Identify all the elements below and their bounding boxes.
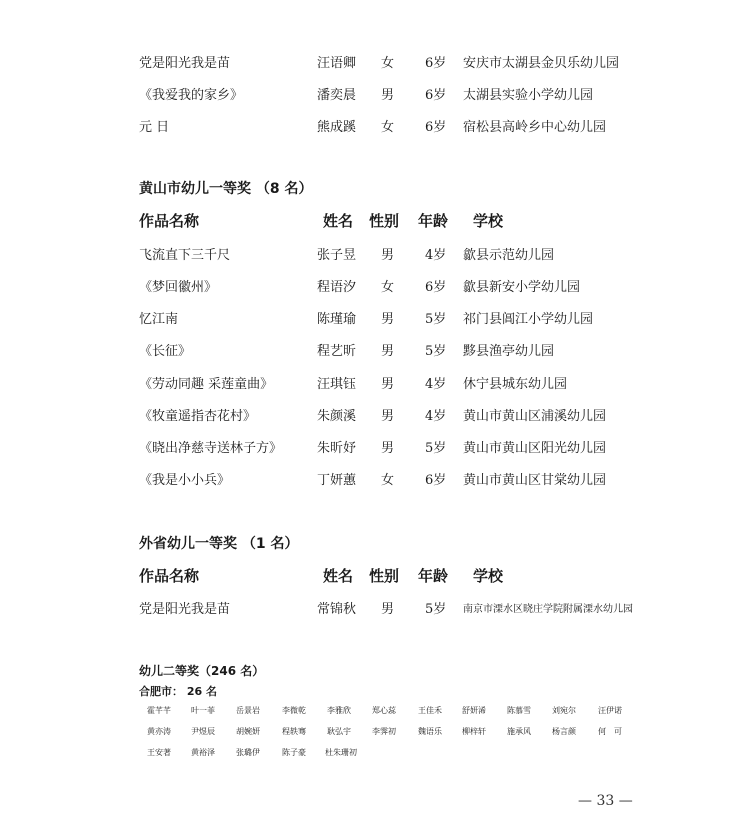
gender: 男 <box>381 409 395 424</box>
table-row <box>0 598 753 622</box>
table-row <box>0 437 753 461</box>
school: 太湖县实验小学幼儿园 <box>463 88 594 103</box>
gender: 女 <box>381 473 395 488</box>
age: 6岁 <box>425 473 447 488</box>
age: 5岁 <box>425 441 447 456</box>
gender: 男 <box>381 441 395 456</box>
school: 歙县示范幼儿园 <box>463 248 555 263</box>
list-item: 魏语乐 <box>418 727 442 736</box>
list-item: 黄裕泽 <box>191 748 215 757</box>
work-title: 忆江南 <box>139 312 179 327</box>
age: 6岁 <box>425 56 447 71</box>
student-name: 张子昱 <box>317 248 357 263</box>
gender: 女 <box>381 56 395 71</box>
student-name: 常锦秋 <box>317 602 357 617</box>
student-name: 陈瑾瑜 <box>317 312 357 327</box>
work-title: 《劳动同趣 采莲童曲》 <box>139 377 274 392</box>
table-header <box>0 565 753 589</box>
work-title: 党是阳光我是苗 <box>139 56 231 71</box>
list-item: 黄亦涛 <box>147 727 171 736</box>
header-age: 年龄 <box>418 567 449 585</box>
table-row <box>0 469 753 493</box>
table-row <box>0 84 753 108</box>
student-name: 朱颜溪 <box>317 409 357 424</box>
table-row <box>0 52 753 76</box>
school: 黄山市黄山区阳光幼儿园 <box>463 441 607 456</box>
list-item: 李微乾 <box>282 706 306 715</box>
list-item: 杨言颜 <box>552 727 576 736</box>
header-name: 姓名 <box>323 212 354 230</box>
list-item: 杜朱珊初 <box>325 748 357 757</box>
gender: 男 <box>381 312 395 327</box>
work-title: 《长征》 <box>139 344 192 359</box>
page-number: — 33 — <box>578 793 633 809</box>
header-age: 年龄 <box>418 212 449 230</box>
list-item: 张璐伊 <box>236 748 260 757</box>
list-item: 刘宛尔 <box>552 706 576 715</box>
student-name: 熊成蹊 <box>317 120 357 135</box>
list-item: 霍芊芊 <box>147 706 171 715</box>
gender: 男 <box>381 344 395 359</box>
table-row <box>0 308 753 332</box>
list-item: 岳景岩 <box>236 706 260 715</box>
student-name: 程艺昕 <box>317 344 357 359</box>
list-item: 耿弘宇 <box>327 727 351 736</box>
age: 4岁 <box>425 409 447 424</box>
list-item: 李雅欣 <box>327 706 351 715</box>
gender: 男 <box>381 377 395 392</box>
work-title: 飞流直下三千尺 <box>139 248 231 263</box>
age: 5岁 <box>425 344 447 359</box>
student-name: 朱昕妤 <box>317 441 357 456</box>
gender: 女 <box>381 120 395 135</box>
table-row <box>0 405 753 429</box>
work-title: 《我是小小兵》 <box>139 473 231 488</box>
list-item: 何 可 <box>598 727 622 736</box>
work-title: 党是阳光我是苗 <box>139 602 231 617</box>
table-row <box>0 340 753 364</box>
work-title: 《晓出净慈寺送林子方》 <box>139 441 283 456</box>
student-name: 潘奕晨 <box>317 88 357 103</box>
list-item: 郑心蕊 <box>372 706 396 715</box>
work-title: 《梦回徽州》 <box>139 280 218 295</box>
work-title: 《牧童遥指杏花村》 <box>139 409 257 424</box>
age: 6岁 <box>425 88 447 103</box>
student-name: 丁妍蕙 <box>317 473 357 488</box>
header-school: 学校 <box>473 212 504 230</box>
list-item: 李霁初 <box>372 727 396 736</box>
gender: 男 <box>381 88 395 103</box>
list-item: 柳梓轩 <box>462 727 486 736</box>
school: 歙县新安小学幼儿园 <box>463 280 581 295</box>
list-item: 叶一菲 <box>191 706 215 715</box>
list-item: 施承风 <box>507 727 531 736</box>
age: 4岁 <box>425 377 447 392</box>
school: 宿松县高岭乡中心幼儿园 <box>463 120 607 135</box>
list-item: 舒妍浠 <box>462 706 486 715</box>
table-header <box>0 210 753 234</box>
age: 6岁 <box>425 120 447 135</box>
table-row <box>0 276 753 300</box>
school: 黟县渔亭幼儿园 <box>463 344 555 359</box>
list-item: 程轶骞 <box>282 727 306 736</box>
list-item: 王安著 <box>147 748 171 757</box>
table-row <box>0 373 753 397</box>
section-title-outside: 外省幼儿一等奖 （1 名） <box>139 536 299 552</box>
student-name: 汪语卿 <box>317 56 357 71</box>
age: 5岁 <box>425 312 447 327</box>
section-title-huangshan: 黄山市幼儿一等奖 （8 名） <box>139 181 313 197</box>
header-gender: 性别 <box>369 567 400 585</box>
student-name: 程语汐 <box>317 280 357 295</box>
header-gender: 性别 <box>369 212 400 230</box>
gender: 男 <box>381 248 395 263</box>
list-item: 陈子豪 <box>282 748 306 757</box>
list-item: 尹煜辰 <box>191 727 215 736</box>
school: 休宁县城东幼儿园 <box>463 377 568 392</box>
header-name: 姓名 <box>323 567 354 585</box>
work-title: 《我爱我的家乡》 <box>139 88 244 103</box>
school: 黄山市黄山区浦溪幼儿园 <box>463 409 607 424</box>
list-item: 陈慕雪 <box>507 706 531 715</box>
table-row <box>0 116 753 140</box>
school: 南京市溧水区晓庄学院附属溧水幼儿园 <box>463 604 633 615</box>
header-school: 学校 <box>473 567 504 585</box>
list-item: 胡婉妍 <box>236 727 260 736</box>
school: 祁门县阊江小学幼儿园 <box>463 312 594 327</box>
list-item: 王佳禾 <box>418 706 442 715</box>
age: 4岁 <box>425 248 447 263</box>
header-work: 作品名称 <box>139 212 200 230</box>
age: 6岁 <box>425 280 447 295</box>
table-row <box>0 244 753 268</box>
gender: 女 <box>381 280 395 295</box>
section-title-second-prize: 幼儿二等奖（246 名） <box>139 664 265 678</box>
header-work: 作品名称 <box>139 567 200 585</box>
school: 黄山市黄山区甘棠幼儿园 <box>463 473 607 488</box>
student-name: 汪琪钰 <box>317 377 357 392</box>
work-title: 元 日 <box>139 120 170 135</box>
gender: 男 <box>381 602 395 617</box>
list-item: 汪伊诺 <box>598 706 622 715</box>
school: 安庆市太湖县金贝乐幼儿园 <box>463 56 620 71</box>
age: 5岁 <box>425 602 447 617</box>
hefei-title: 合肥市： 26 名 <box>139 685 217 698</box>
